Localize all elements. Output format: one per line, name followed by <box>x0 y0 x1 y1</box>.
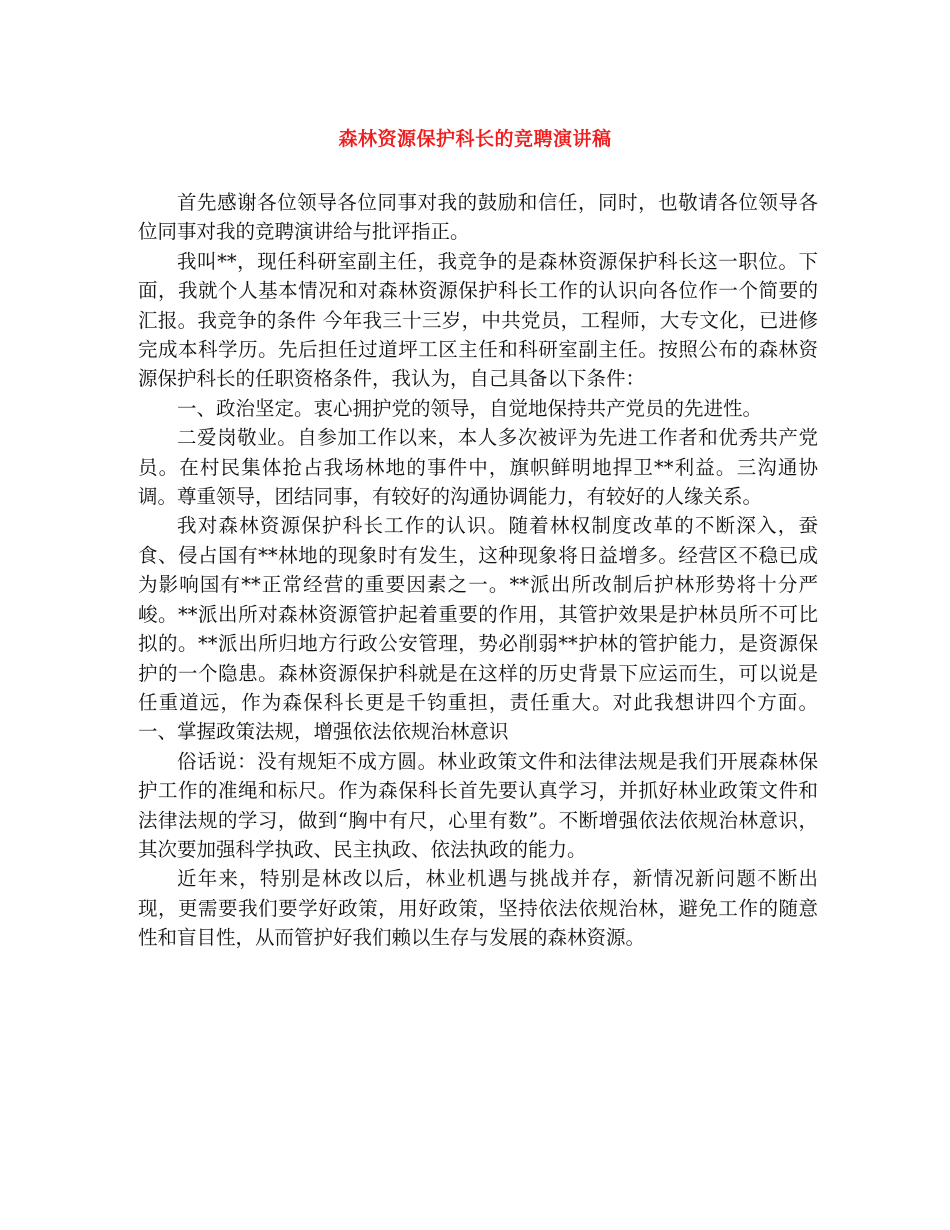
paragraph-3: 一、政治坚定。衷心拥护党的领导，自觉地保持共产党员的先进性。 <box>177 396 763 420</box>
paragraph-6: 俗话说：没有规矩不成方圆。林业政策文件和法律法规是我们开展森林保护工作的准绳和标尺。作为森保科长首先要认真学习，并抓好林业政策文件和法律法规的学习，做到“胸中有尺，心里有数”。不断增强依法依规治林意识，其次要加强科学执政、民主执政、依法执政的能力。 <box>138 749 818 861</box>
paragraph-2: 我叫**，现任科研室副主任，我竞争的是森林资源保护科长这一职位。下面，我就个人基本情况和对森林资源保护科长工作的认识向各位作一个简要的汇报。我竞争的条件 今年我三十三岁，中共党员，工程师，大专文化，已进修完成本科学历。先后担任过道坪工区主任和科研室副主任。按照公布的森林资源保护科长的任职资格条件，我认为，自己具备以下条件： <box>138 249 818 391</box>
paragraph-4: 二爱岗敬业。自参加工作以来，本人多次被评为先进工作者和优秀共产党员。在村民集体抢占我场林地的事件中，旗帜鲜明地捍卫**利益。三沟通协调。尊重领导，团结同事，有较好的沟通协调能力，有较好的人缘关系。 <box>138 426 818 509</box>
document-title: 森林资源保护科长的竞聘演讲稿 <box>338 128 612 150</box>
paragraph-1: 首先感谢各位领导各位同事对我的鼓励和信任，同时，也敬请各位领导各位同事对我的竞聘演讲给与批评指正。 <box>138 191 818 244</box>
paragraph-7: 近年来，特别是林改以后，林业机遇与挑战并存，新情况新问题不断出现，更需要我们要学好政策，用好政策，坚持依法依规治林，避免工作的随意性和盲目性，从而管护好我们赖以生存与发展的森林资源。 <box>138 867 818 950</box>
paragraph-5: 我对森林资源保护科长工作的认识。随着林权制度改革的不断深入，蚕食、侵占国有**林地的现象时有发生，这种现象将日益增多。经营区不稳已成为影响国有**正常经营的重要因素之一。**派出所改制后护林形势将十分严峻。**派出所对森林资源管护起着重要的作用，其管护效果是护林员所不可比拟的。**派出所归地方行政公安管理，势必削弱**护林的管护能力，是资源保护的一个隐患。森林资源保护科就是在这样的历史背景下应运而生，可以说是任重道远，作为森保科长更是千钧重担，责任重大。对此我想讲四个方面。 一、掌握政策法规，增强依法依规治林意识 <box>138 514 818 744</box>
document-body <box>138 188 818 953</box>
